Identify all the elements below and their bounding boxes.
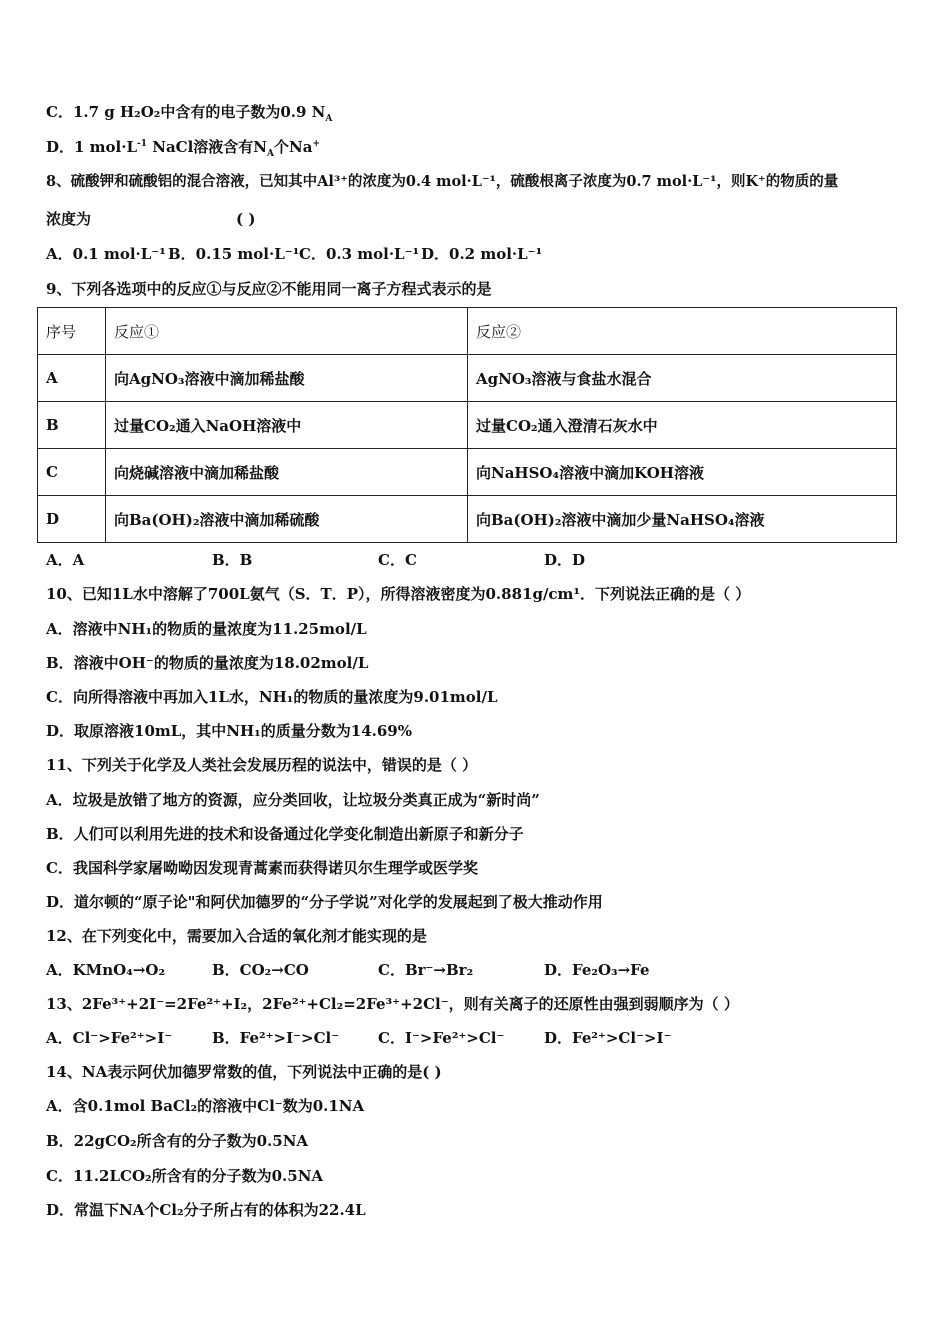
q7-option-d-sup2: +	[312, 139, 320, 149]
q11-option-a: A．垃圾是放错了地方的资源，应分类回收，让垃圾分类真正成为“新时尚”	[46, 791, 540, 809]
table-cell: 向烧碱溶液中滴加稀盐酸	[106, 449, 468, 496]
q13-option-c: C．I⁻>Fe²⁺>Cl⁻	[378, 1029, 505, 1047]
q13-option-b: B．Fe²⁺>I⁻>Cl⁻	[212, 1029, 340, 1047]
q8-answer-paren: ( )	[236, 210, 256, 228]
q12-stem: 12、在下列变化中，需要加入合适的氧化剂才能实现的是	[46, 927, 427, 945]
q8-stem-line2-text: 浓度为	[46, 210, 92, 228]
q7-option-c	[46, 102, 332, 122]
q12-option-d: D．Fe₂O₃→Fe	[544, 961, 650, 979]
q10-option-b: B．溶液中OH⁻的物质的量浓度为18.02mol/L	[46, 654, 369, 672]
table-cell: B	[38, 402, 106, 449]
table-row	[38, 449, 897, 496]
table-row	[38, 496, 897, 543]
q14-stem: 14、NA表示阿伏加德罗常数的值，下列说法中正确的是( )	[46, 1063, 442, 1081]
q9-stem: 9、下列各选项中的反应①与反应②不能用同一离子方程式表示的是	[46, 280, 492, 298]
table-row	[38, 355, 897, 402]
q8-options	[46, 244, 542, 264]
q9-option-b: B．B	[212, 551, 253, 569]
q7-option-c-sub: A	[325, 114, 333, 124]
table-cell: C	[38, 449, 106, 496]
table-cell: 过量CO₂通入澄清石灰水中	[468, 402, 897, 449]
q8-stem-line2	[46, 209, 256, 229]
q14-option-c: C．11.2LCO₂所含有的分子数为0.5NA	[46, 1167, 324, 1185]
q8-stem-line1: 8、硫酸钾和硫酸铝的混合溶液，已知其中Al³⁺的浓度为0.4 mol·L⁻¹，硫酸根离子浓度为0.7 mol·L⁻¹，则K⁺的物质的量	[46, 173, 839, 190]
q11-option-b: B．人们可以利用先进的技术和设备通过化学变化制造出新原子和新分子	[46, 825, 524, 843]
q12-option-b: B．CO₂→CO	[212, 961, 309, 979]
q7-option-d-text: D．1 mol·L	[46, 138, 138, 156]
q10-stem: 10、已知1L水中溶解了700L氨气（S．T．P），所得溶液密度为0.881g/cm¹．下列说法正确的是（ ）	[46, 585, 751, 603]
table-cell: A	[38, 355, 106, 402]
table-cell: 向AgNO₃溶液中滴加稀盐酸	[106, 355, 468, 402]
q13-option-d: D．Fe²⁺>Cl⁻>I⁻	[544, 1029, 672, 1047]
q9-reaction-table	[37, 307, 897, 543]
table-header-cell: 序号	[38, 308, 106, 355]
q13-options	[46, 1028, 672, 1048]
q9-option-d: D．D	[544, 551, 586, 569]
q8-option-a: A．0.1 mol·L⁻¹	[46, 245, 166, 263]
q11-option-c: C．我国科学家屠呦呦因发现青蒿素而获得诺贝尔生理学或医学奖	[46, 859, 478, 877]
table-cell: 向NaHSO₄溶液中滴加KOH溶液	[468, 449, 897, 496]
q9-option-c: C．C	[378, 551, 417, 569]
q13-option-a: A．Cl⁻>Fe²⁺>I⁻	[46, 1029, 173, 1047]
q7-option-d-end: 个Na	[274, 138, 313, 156]
q10-option-c: C．向所得溶液中再加入1L水，NH₁的物质的量浓度为9.01mol/L	[46, 688, 498, 706]
q10-option-a: A．溶液中NH₁的物质的量浓度为11.25mol/L	[46, 620, 367, 638]
q8-option-c: C．0.3 mol·L⁻¹	[299, 245, 420, 263]
q11-stem: 11、下列关于化学及人类社会发展历程的说法中，错误的是（ ）	[46, 756, 478, 774]
q7-option-d	[46, 137, 320, 157]
q7-option-d-mid: NaCl溶液含有N	[147, 138, 268, 156]
table-header-row	[38, 308, 897, 355]
q8-option-b: B．0.15 mol·L⁻¹	[168, 245, 300, 263]
q10-option-d: D．取原溶液10mL，其中NH₁的质量分数为14.69%	[46, 722, 412, 740]
q12-option-a: A．KMnO₄→O₂	[46, 961, 166, 979]
q12-option-c: C．Br⁻→Br₂	[378, 961, 474, 979]
table-cell: AgNO₃溶液与食盐水混合	[468, 355, 897, 402]
table-cell: D	[38, 496, 106, 543]
q12-options	[46, 960, 650, 980]
q9-options	[46, 550, 585, 570]
q7-option-d-sup: -1	[137, 139, 148, 149]
q7-option-c-text: C．1.7 g H₂O₂中含有的电子数为0.9 N	[46, 103, 326, 121]
q14-option-a: A．含0.1mol BaCl₂的溶液中Cl⁻数为0.1NA	[46, 1097, 365, 1115]
q13-stem: 13、2Fe³⁺+2I⁻=2Fe²⁺+I₂，2Fe²⁺+Cl₂=2Fe³⁺+2Cl⁻，则有关离子的还原性由强到弱顺序为（ ）	[46, 995, 739, 1013]
q14-option-b: B．22gCO₂所含有的分子数为0.5NA	[46, 1132, 309, 1150]
table-cell: 向Ba(OH)₂溶液中滴加少量NaHSO₄溶液	[468, 496, 897, 543]
table-row	[38, 402, 897, 449]
q7-option-d-sub: A	[267, 149, 275, 159]
table-header-cell: 反应①	[106, 308, 468, 355]
q11-option-d: D．道尔顿的“原子论"和阿伏加德罗的“分子学说”对化学的发展起到了极大推动作用	[46, 893, 603, 911]
table-cell: 过量CO₂通入NaOH溶液中	[106, 402, 468, 449]
table-header-cell: 反应②	[468, 308, 897, 355]
table-cell: 向Ba(OH)₂溶液中滴加稀硫酸	[106, 496, 468, 543]
q8-option-d: D．0.2 mol·L⁻¹	[421, 245, 543, 263]
q9-option-a: A．A	[46, 551, 85, 569]
q14-option-d: D．常温下NA个Cl₂分子所占有的体积为22.4L	[46, 1201, 366, 1219]
